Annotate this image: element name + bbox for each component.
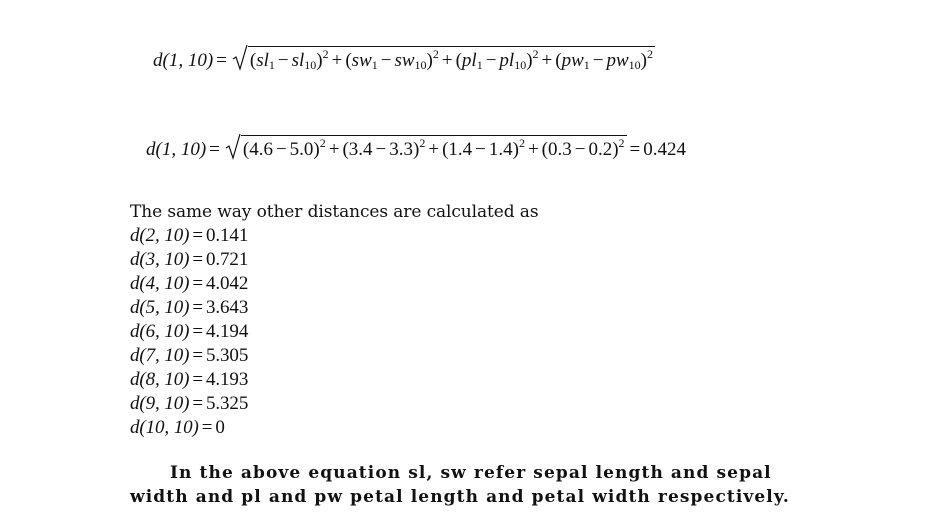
radicand-numeric: $(4.6 - 5.0)^2 + (3.4 - 3.3)^2 + (1.4 - 1.4)^2 + (0.3 - 0.2)^2$: [242, 136, 625, 160]
list-item: d(8, 10) = 4.193: [130, 369, 249, 390]
distance-formula-general: d(1, $10) = (sl_1 - sl_{10})^2 + (sw_1 - sw_{10})^2 + (pl_1 - pl_{10})^2 + (pw_1 - pw_{10})^2$: [153, 44, 655, 71]
list-item: d(9, 10) = 5.325: [130, 393, 249, 414]
list-item: d(6, 10) = 4.194: [130, 321, 249, 342]
explanation-note: In the above equation sl, sw refer sepal length and sepal width and pl and pw petal length and petal width respectively.: [130, 463, 790, 507]
distance-list: [130, 224, 538, 440]
list-item: d(3, 10) = 0.721: [130, 249, 249, 270]
distance-formula-numeric: d(1, $10) = (4.6 - 5.0)^2 + (3.4 - 3.3)^2 + (1.4 - 1.4)^2 + (0.3 - 0.2)^2 = 0.424$: [146, 133, 686, 160]
list-item: d(5, 10) = 3.643: [130, 297, 249, 318]
radical-sign-icon: [225, 133, 241, 160]
formula-lhs: d(1, 10): [153, 50, 214, 71]
formula-lhs: d(1, 10): [146, 139, 207, 160]
intro-text: The same way other distances are calculated as: [130, 202, 539, 222]
list-item: d(4, 10) = 4.042: [130, 273, 249, 294]
radical-sign-icon: [232, 44, 248, 71]
list-item: d(10, 10) = 0: [130, 417, 225, 438]
list-item: d(7, 10) = 5.305: [130, 345, 249, 366]
list-item: d(2, 10) = 0.141: [130, 225, 249, 246]
distances-section: [130, 200, 538, 440]
radicand-general: $(sl_1 - sl_{10})^2 + (sw_1 - sw_{10})^2 + (pl_1 - pl_{10})^2 + (pw_1 - pw_{10})^2$: [249, 47, 653, 72]
formula-result: 0.424: [643, 139, 686, 160]
